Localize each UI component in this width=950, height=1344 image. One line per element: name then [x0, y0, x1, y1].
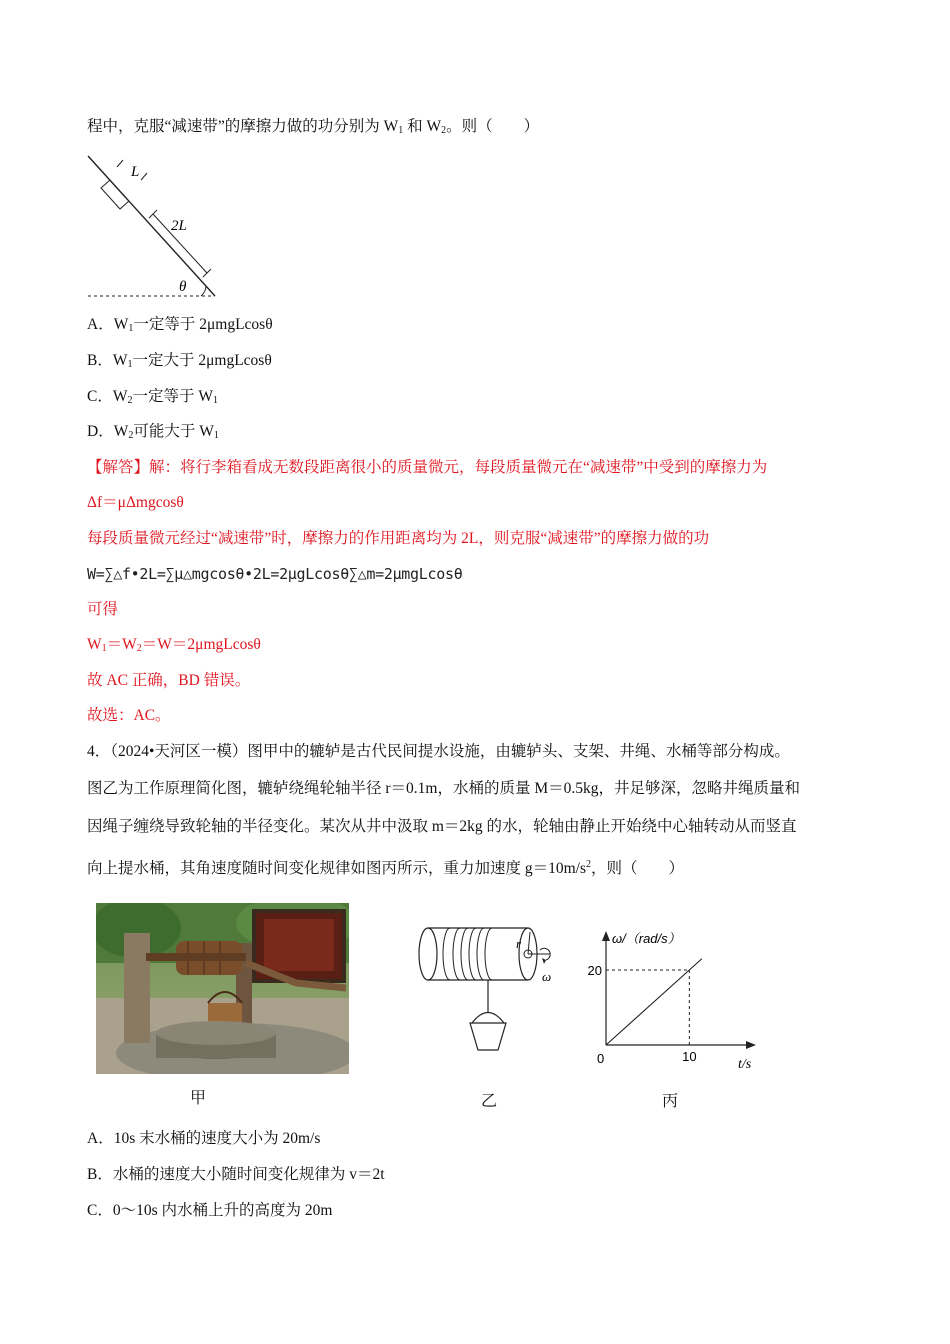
data-line [606, 959, 702, 1045]
q4-option-a: A．10s 末水桶的速度大小为 20m/s [87, 1130, 321, 1147]
intro-sub1: 1 [398, 125, 404, 136]
q4-line-4-sup: 2 [586, 859, 592, 870]
option-a-pre: A．W [87, 316, 129, 333]
option-c-pre: C．W [87, 388, 128, 405]
answer-w: W [87, 636, 102, 653]
answer-line-7: 故 AC 正确，BD 错误。 [87, 672, 251, 689]
intro-and: 和 W [403, 118, 442, 135]
option-a-sub: 1 [128, 323, 134, 334]
y-axis-arrow [602, 931, 610, 941]
option-c [87, 386, 218, 412]
answer-eq: ＝W [106, 636, 137, 653]
intro-line [87, 116, 539, 142]
q4-line-4-b: ，则（ ） [591, 860, 685, 877]
q4-line-4-a: 向上提水桶，其角速度随时间变化规律如图丙所示，重力加速度 g＝10m/s [87, 860, 587, 877]
option-d [87, 421, 219, 447]
label-L: L [131, 164, 140, 180]
option-b-post: 一定大于 2μmgLcosθ [132, 352, 272, 369]
caption-yi: 乙 [481, 1091, 498, 1110]
caption-bing: 丙 [662, 1091, 679, 1110]
incline-figure [85, 148, 225, 300]
label-theta: θ [179, 279, 187, 295]
q4-line-4 [87, 854, 684, 880]
intro-sub2: 2 [441, 125, 447, 136]
answer-result: ＝W＝2μmgLcosθ [141, 636, 261, 653]
x-axis-label: t/s [738, 1057, 752, 1072]
omega-time-chart [580, 925, 770, 1075]
windlass-photo [96, 903, 349, 1074]
answer-formula: W=∑△f•2L=∑μ△mgcosθ•2L=2μgLcosθ∑△m=2μmgLcosθ [87, 565, 463, 583]
option-c-sub2: 1 [212, 395, 218, 406]
caption-jia: 甲 [190, 1088, 207, 1107]
answer-line-6 [87, 634, 261, 660]
q4-option-b: B．水桶的速度大小随时间变化规律为 v＝2t [87, 1166, 385, 1183]
q4-line-2: 图乙为工作原理简化图，辘轳绕绳轮轴半径 r＝0.1m，水桶的质量 M＝0.5kg，井足够深，忽略井绳质量和 [87, 780, 801, 797]
origin-label: 0 [597, 1051, 605, 1066]
y-axis-label: ω/（rad/s） [612, 931, 681, 946]
label-2L: 2L [171, 218, 187, 234]
windlass-diagram [410, 920, 560, 1070]
option-d-pre: D．W [87, 423, 129, 440]
option-c-mid: 一定等于 W [132, 388, 213, 405]
x-axis-arrow [746, 1041, 756, 1049]
q4-line-3: 因绳子缠绕导致轮轴的半径变化。某次从井中汲取 m＝2kg 的水，轮轴由静止开始绕中心轴转动从而竖直 [87, 818, 797, 835]
option-b-sub: 1 [127, 359, 133, 370]
q4-option-c: C．0～10s 内水桶上升的高度为 20m [87, 1202, 333, 1219]
answer-sub1: 1 [101, 643, 107, 654]
option-b [87, 350, 272, 376]
answer-line-8: 故选：AC。 [87, 707, 171, 724]
option-d-mid: 可能大于 W [133, 423, 214, 440]
answer-line-5: 可得 [87, 601, 119, 618]
option-a [87, 314, 273, 340]
y-tick-label: 20 [587, 963, 602, 978]
intro-end: 。则（ ） [446, 118, 540, 135]
option-d-sub2: 1 [213, 430, 219, 441]
option-a-post: 一定等于 2μmgLcosθ [133, 316, 273, 333]
x-tick-label: 10 [682, 1049, 697, 1064]
answer-sub2: 2 [136, 643, 142, 654]
answer-line-3: 每段质量微元经过“减速带”时，摩擦力的作用距离均为 2L，则克服“减速带”的摩擦力做的功 [87, 530, 710, 547]
answer-line-2: Δf＝μΔmgcosθ [87, 494, 184, 511]
option-c-sub: 2 [127, 395, 133, 406]
intro-text: 程中，克服“减速带”的摩擦力做的功分别为 W [87, 118, 399, 135]
q4-line-1: 4．（2024•天河区一模）图甲中的辘轳是古代民间提水设施，由辘轳头、支架、井绳、水桶等部分构成。 [87, 743, 790, 760]
label-omega: ω [542, 969, 552, 984]
option-d-sub: 2 [128, 430, 134, 441]
option-b-pre: B．W [87, 352, 128, 369]
label-r: r [516, 936, 522, 951]
answer-line-1: 【解答】解：将行李箱看成无数段距离很小的质量微元，每段质量微元在“减速带”中受到的摩擦力为 [87, 459, 768, 476]
